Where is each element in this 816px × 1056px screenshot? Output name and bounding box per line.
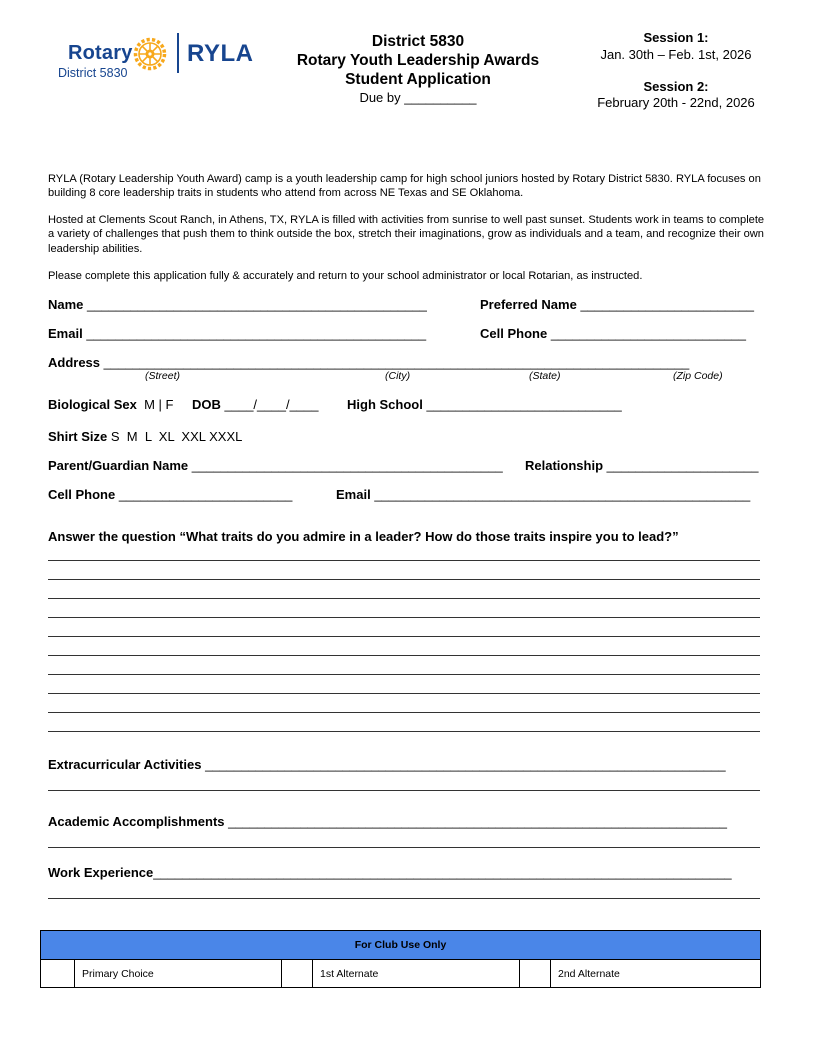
extracurricular-label: Extracurricular Activities: [48, 757, 202, 772]
high-school-label: High School: [347, 397, 423, 412]
relationship-line: _____________________: [606, 458, 759, 473]
address-field[interactable]: [48, 355, 689, 370]
shirt-size-label: Shirt Size: [48, 429, 108, 444]
email-line: _______________________________________________: [86, 326, 427, 341]
first-alternate-checkbox[interactable]: [282, 960, 313, 988]
answer-line[interactable]: [48, 712, 760, 713]
intro-paragraph-1: RYLA (Rotary Leadership Youth Award) camp is a youth leadership camp for high school juniors hosted by Rotary District 5830. RYLA focuses on building 8 core leadership traits in students who attend from across NE Texas and SE Oklahoma.: [48, 173, 761, 200]
work-experience-line: ________________________________________________________________________________: [153, 865, 732, 880]
academic-label: Academic Accomplishments: [48, 814, 225, 829]
address-line: _________________________________________________________________________________: [103, 355, 690, 370]
preferred-name-line: ________________________: [580, 297, 754, 312]
essay-question: Answer the question “What traits do you admire in a leader? How do those traits inspire you to lead?”: [48, 529, 679, 544]
shirt-size-field[interactable]: [48, 429, 242, 444]
answer-line[interactable]: [48, 560, 760, 561]
due-date: Due by __________: [359, 90, 477, 105]
answer-line[interactable]: [48, 636, 760, 637]
high-school-line: ___________________________: [426, 397, 622, 412]
extracurricular-extra-line[interactable]: [48, 790, 760, 791]
answer-line[interactable]: [48, 598, 760, 599]
title-district: District 5830: [371, 33, 465, 50]
club-use-header: For Club Use Only: [41, 931, 761, 960]
work-experience-label: Work Experience: [48, 865, 154, 880]
session2-label: Session 2:: [643, 79, 709, 94]
high-school-field[interactable]: [347, 397, 622, 412]
answer-line[interactable]: [48, 674, 760, 675]
preferred-name-field[interactable]: [480, 297, 754, 312]
session2-dates: February 20th - 22nd, 2026: [597, 95, 755, 110]
address-state-caption: (State): [529, 370, 561, 382]
biological-sex-field[interactable]: [48, 397, 173, 412]
extracurricular-line: ________________________________________________________________________: [205, 757, 726, 772]
answer-line[interactable]: [48, 579, 760, 580]
biological-sex-options: M | F: [144, 397, 174, 412]
dob-label: DOB: [192, 397, 221, 412]
logo-ryla-text: RYLA: [187, 40, 254, 67]
answer-line[interactable]: [48, 693, 760, 694]
email-field[interactable]: [48, 326, 426, 341]
session1-dates: Jan. 30th – Feb. 1st, 2026: [600, 47, 752, 62]
dob-line: ____/____/____: [224, 397, 319, 412]
parent-guardian-field[interactable]: [48, 458, 503, 473]
cell-phone-label: Cell Phone: [480, 326, 548, 341]
intro-paragraph-3: Please complete this application fully & accurately and return to your school administrator or local Rotarian, as instructed.: [48, 270, 643, 282]
second-alternate-label: 2nd Alternate: [551, 960, 761, 988]
academic-extra-line[interactable]: [48, 847, 760, 848]
address-city-caption: (City): [385, 370, 411, 382]
extracurricular-field[interactable]: [48, 757, 726, 772]
intro-paragraph-2: Hosted at Clements Scout Ranch, in Athens, TX, RYLA is filled with activities from sunrise to well past sunset. Students work in teams to complete a variety of challenges that push them to think outside the box, stretch their imaginations, grow as individuals and a team, and recognize their own leadership abilities.: [48, 214, 765, 255]
academic-field[interactable]: [48, 814, 727, 829]
name-field[interactable]: [48, 297, 427, 312]
parent-cell-phone-field[interactable]: [48, 487, 292, 502]
relationship-label: Relationship: [525, 458, 604, 473]
name-line: _______________________________________________: [87, 297, 427, 312]
club-use-table: [40, 930, 761, 988]
first-alternate-label: 1st Alternate: [313, 960, 520, 988]
logo-rotary-text: Rotary: [68, 42, 133, 64]
title-application: Student Application: [345, 71, 491, 88]
parent-email-label: Email: [336, 487, 371, 502]
answer-line[interactable]: [48, 655, 760, 656]
logo-divider: [177, 33, 179, 73]
parent-guardian-label: Parent/Guardian Name: [48, 458, 189, 473]
session1-label: Session 1:: [643, 30, 709, 45]
shirt-size-options: S M L XL XXL XXXL: [110, 429, 243, 444]
address-street-caption: (Street): [145, 370, 181, 382]
relationship-field[interactable]: [525, 458, 758, 473]
cell-phone-field[interactable]: [480, 326, 746, 341]
email-label: Email: [48, 326, 83, 341]
parent-guardian-line: ___________________________________________: [191, 458, 503, 473]
answer-line[interactable]: [48, 617, 760, 618]
academic-line: _____________________________________________________________________: [228, 814, 728, 829]
rotary-wheel-icon: [132, 36, 168, 72]
parent-email-line: ____________________________________________________: [374, 487, 751, 502]
parent-cell-phone-label: Cell Phone: [48, 487, 116, 502]
parent-email-field[interactable]: [336, 487, 750, 502]
work-experience-field[interactable]: [48, 865, 732, 880]
primary-choice-checkbox[interactable]: [41, 960, 75, 988]
address-zip-caption: (Zip Code): [673, 370, 723, 382]
parent-cell-phone-line: ________________________: [118, 487, 293, 502]
logo-district-text: District 5830: [58, 66, 128, 80]
biological-sex-label: Biological Sex: [48, 397, 137, 412]
dob-field[interactable]: [192, 397, 319, 412]
name-label: Name: [48, 297, 84, 312]
answer-line[interactable]: [48, 731, 760, 732]
address-label: Address: [48, 355, 101, 370]
cell-phone-line: ___________________________: [550, 326, 747, 341]
second-alternate-checkbox[interactable]: [520, 960, 551, 988]
title-awards: Rotary Youth Leadership Awards: [296, 52, 540, 69]
work-experience-extra-line[interactable]: [48, 898, 760, 899]
primary-choice-label: Primary Choice: [75, 960, 282, 988]
preferred-name-label: Preferred Name: [480, 297, 577, 312]
